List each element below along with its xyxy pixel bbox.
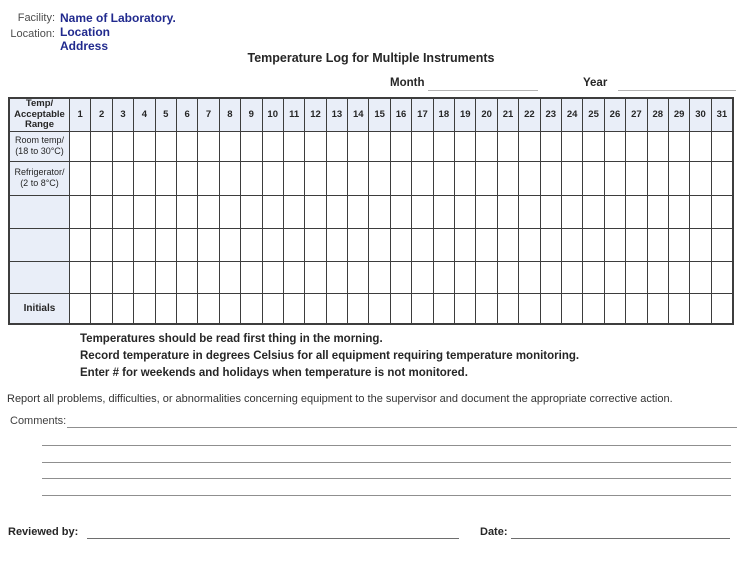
log-cell[interactable] [668, 161, 689, 195]
log-cell[interactable] [497, 161, 518, 195]
log-cell[interactable] [412, 195, 433, 228]
log-cell[interactable] [155, 195, 176, 228]
row-label: Initials [9, 293, 70, 324]
table-row [9, 228, 733, 261]
log-cell[interactable] [390, 293, 411, 324]
log-cell[interactable] [134, 228, 155, 261]
log-cell[interactable] [690, 261, 711, 293]
log-cell[interactable] [561, 293, 582, 324]
row-label [9, 228, 70, 261]
log-cell[interactable] [412, 131, 433, 161]
log-cell[interactable] [348, 261, 369, 293]
log-cell[interactable] [326, 131, 347, 161]
log-cell[interactable] [198, 228, 219, 261]
log-cell[interactable] [91, 261, 112, 293]
log-cell[interactable] [176, 131, 197, 161]
log-cell[interactable] [604, 195, 625, 228]
year-label: Year [583, 77, 608, 89]
log-cell[interactable] [176, 261, 197, 293]
log-cell[interactable] [326, 293, 347, 324]
log-cell[interactable] [326, 261, 347, 293]
log-cell[interactable] [690, 161, 711, 195]
log-cell[interactable] [390, 228, 411, 261]
log-cell[interactable] [348, 161, 369, 195]
log-cell[interactable] [583, 161, 604, 195]
log-cell[interactable] [626, 195, 647, 228]
day-header: 18 [433, 98, 454, 131]
log-cell[interactable] [219, 131, 240, 161]
log-cell[interactable] [70, 261, 91, 293]
log-cell[interactable] [668, 293, 689, 324]
day-header: 29 [668, 98, 689, 131]
log-cell[interactable] [476, 261, 497, 293]
log-cell[interactable] [455, 228, 476, 261]
log-cell[interactable] [497, 195, 518, 228]
log-cell[interactable] [476, 131, 497, 161]
log-cell[interactable] [326, 195, 347, 228]
day-header: 9 [241, 98, 262, 131]
log-cell[interactable] [604, 228, 625, 261]
log-cell[interactable] [70, 195, 91, 228]
log-cell[interactable] [626, 228, 647, 261]
day-header: 2 [91, 98, 112, 131]
log-cell[interactable] [112, 131, 133, 161]
log-cell[interactable] [326, 161, 347, 195]
log-cell[interactable] [112, 195, 133, 228]
log-cell[interactable] [305, 261, 326, 293]
log-cell[interactable] [326, 228, 347, 261]
log-cell[interactable] [262, 131, 283, 161]
day-header: 10 [262, 98, 283, 131]
facility-label: Facility: [17, 12, 55, 24]
log-cell[interactable] [626, 261, 647, 293]
log-cell[interactable] [561, 228, 582, 261]
log-cell[interactable] [497, 228, 518, 261]
log-cell[interactable] [476, 293, 497, 324]
log-cell[interactable] [198, 131, 219, 161]
log-cell[interactable] [305, 161, 326, 195]
log-cell[interactable] [668, 228, 689, 261]
log-cell[interactable] [91, 293, 112, 324]
log-cell[interactable] [647, 293, 668, 324]
report-note: Report all problems, difficulties, or abnormalities concerning equipment to the supervisor and document the appropriate corrective action. [7, 393, 673, 405]
log-cell[interactable] [476, 161, 497, 195]
log-cell[interactable] [283, 161, 304, 195]
log-cell[interactable] [519, 261, 540, 293]
location-label: Location: [10, 28, 55, 40]
day-header: 22 [519, 98, 540, 131]
log-cell[interactable] [540, 293, 561, 324]
log-cell[interactable] [262, 228, 283, 261]
log-cell[interactable] [219, 261, 240, 293]
day-header: 26 [604, 98, 625, 131]
log-cell[interactable] [540, 161, 561, 195]
log-cell[interactable] [412, 161, 433, 195]
log-cell[interactable] [305, 293, 326, 324]
day-header: 13 [326, 98, 347, 131]
row-label: Refrigerator/ (2 to 8°C) [9, 161, 70, 195]
facility-value: Name of Laboratory. [60, 11, 176, 25]
comments-input-line[interactable] [67, 427, 737, 428]
log-cell[interactable] [91, 161, 112, 195]
log-cell[interactable] [690, 293, 711, 324]
log-cell[interactable] [390, 195, 411, 228]
day-header: 4 [134, 98, 155, 131]
comments-extra-line[interactable] [42, 495, 731, 496]
day-header: 7 [198, 98, 219, 131]
log-cell[interactable] [348, 293, 369, 324]
log-cell[interactable] [412, 261, 433, 293]
log-cell[interactable] [219, 228, 240, 261]
corner-header: Temp/ Acceptable Range [9, 98, 70, 131]
log-cell[interactable] [219, 195, 240, 228]
log-cell[interactable] [155, 131, 176, 161]
day-header: 25 [583, 98, 604, 131]
log-cell[interactable] [219, 293, 240, 324]
log-cell[interactable] [455, 261, 476, 293]
log-cell[interactable] [70, 228, 91, 261]
log-cell[interactable] [583, 228, 604, 261]
log-cell[interactable] [455, 195, 476, 228]
log-cell[interactable] [198, 261, 219, 293]
log-cell[interactable] [540, 195, 561, 228]
row-label [9, 261, 70, 293]
log-cell[interactable] [711, 161, 733, 195]
log-cell[interactable] [711, 261, 733, 293]
log-cell[interactable] [647, 131, 668, 161]
log-cell[interactable] [176, 228, 197, 261]
log-cell[interactable] [70, 293, 91, 324]
log-cell[interactable] [711, 228, 733, 261]
log-cell[interactable] [198, 161, 219, 195]
log-cell[interactable] [455, 293, 476, 324]
log-cell[interactable] [112, 161, 133, 195]
log-cell[interactable] [348, 131, 369, 161]
log-cell[interactable] [70, 161, 91, 195]
comments-extra-line[interactable] [42, 445, 731, 446]
day-header: 27 [626, 98, 647, 131]
log-cell[interactable] [369, 293, 390, 324]
log-cell[interactable] [412, 228, 433, 261]
log-cell[interactable] [369, 131, 390, 161]
log-cell[interactable] [348, 195, 369, 228]
log-cell[interactable] [305, 228, 326, 261]
log-cell[interactable] [155, 293, 176, 324]
log-cell[interactable] [241, 195, 262, 228]
log-cell[interactable] [390, 161, 411, 195]
log-cell[interactable] [561, 261, 582, 293]
day-header: 8 [219, 98, 240, 131]
day-header: 5 [155, 98, 176, 131]
log-cell[interactable] [519, 228, 540, 261]
log-cell[interactable] [433, 195, 454, 228]
log-cell[interactable] [583, 293, 604, 324]
log-cell[interactable] [604, 261, 625, 293]
log-cell[interactable] [390, 131, 411, 161]
log-cell[interactable] [433, 131, 454, 161]
log-cell[interactable] [690, 131, 711, 161]
log-cell[interactable] [134, 161, 155, 195]
comments-extra-line[interactable] [42, 478, 731, 479]
log-cell[interactable] [112, 293, 133, 324]
temperature-log-table [8, 97, 734, 325]
log-cell[interactable] [283, 131, 304, 161]
table-header-row [9, 98, 733, 131]
day-header: 23 [540, 98, 561, 131]
table-row [9, 261, 733, 293]
log-cell[interactable] [91, 131, 112, 161]
instruction-line: Enter # for weekends and holidays when temperature is not monitored. [80, 367, 468, 379]
log-cell[interactable] [476, 195, 497, 228]
log-cell[interactable] [519, 293, 540, 324]
day-header: 30 [690, 98, 711, 131]
day-header: 3 [112, 98, 133, 131]
log-cell[interactable] [433, 161, 454, 195]
day-header: 11 [283, 98, 304, 131]
log-cell[interactable] [369, 195, 390, 228]
log-cell[interactable] [647, 228, 668, 261]
log-cell[interactable] [626, 161, 647, 195]
log-cell[interactable] [561, 161, 582, 195]
log-cell[interactable] [91, 195, 112, 228]
log-cell[interactable] [583, 261, 604, 293]
location-value-line1: Location [60, 25, 110, 39]
log-cell[interactable] [283, 228, 304, 261]
date-label: Date: [480, 526, 508, 538]
day-header: 19 [455, 98, 476, 131]
day-header: 6 [176, 98, 197, 131]
day-header: 1 [70, 98, 91, 131]
day-header: 31 [711, 98, 733, 131]
day-header: 28 [647, 98, 668, 131]
comments-extra-line[interactable] [42, 462, 731, 463]
log-cell[interactable] [540, 261, 561, 293]
log-cell[interactable] [369, 161, 390, 195]
log-cell[interactable] [112, 261, 133, 293]
log-cell[interactable] [433, 228, 454, 261]
log-cell[interactable] [262, 161, 283, 195]
log-cell[interactable] [262, 195, 283, 228]
log-cell[interactable] [155, 161, 176, 195]
log-cell[interactable] [519, 131, 540, 161]
location-value-line2: Address [60, 39, 109, 53]
reviewed-by-input-line[interactable] [87, 538, 459, 539]
log-cell[interactable] [668, 195, 689, 228]
log-cell[interactable] [455, 161, 476, 195]
table-row [9, 293, 733, 324]
reviewed-by-label: Reviewed by: [8, 526, 79, 538]
month-input-line[interactable] [428, 90, 538, 91]
row-label [9, 195, 70, 228]
log-cell[interactable] [583, 195, 604, 228]
log-cell[interactable] [155, 261, 176, 293]
row-label: Room temp/ (18 to 30°C) [9, 131, 70, 161]
log-cell[interactable] [262, 261, 283, 293]
month-label: Month [390, 77, 425, 89]
day-header: 24 [561, 98, 582, 131]
log-cell[interactable] [497, 131, 518, 161]
log-cell[interactable] [561, 131, 582, 161]
log-cell[interactable] [626, 293, 647, 324]
log-cell[interactable] [647, 195, 668, 228]
log-cell[interactable] [519, 195, 540, 228]
log-cell[interactable] [519, 161, 540, 195]
log-cell[interactable] [583, 131, 604, 161]
log-cell[interactable] [711, 131, 733, 161]
log-cell[interactable] [305, 195, 326, 228]
day-header: 14 [348, 98, 369, 131]
log-cell[interactable] [369, 228, 390, 261]
log-cell[interactable] [455, 131, 476, 161]
log-cell[interactable] [70, 131, 91, 161]
instructions-block [80, 331, 579, 382]
log-cell[interactable] [348, 228, 369, 261]
log-cell[interactable] [283, 261, 304, 293]
log-cell[interactable] [198, 195, 219, 228]
log-cell[interactable] [540, 228, 561, 261]
log-cell[interactable] [91, 228, 112, 261]
log-cell[interactable] [241, 293, 262, 324]
log-cell[interactable] [283, 293, 304, 324]
instruction-line: Temperatures should be read first thing in the morning. [80, 333, 383, 345]
log-cell[interactable] [390, 261, 411, 293]
log-cell[interactable] [668, 261, 689, 293]
day-header: 15 [369, 98, 390, 131]
log-cell[interactable] [241, 131, 262, 161]
log-cell[interactable] [604, 293, 625, 324]
log-cell[interactable] [647, 161, 668, 195]
year-input-line[interactable] [618, 90, 736, 91]
day-header: 17 [412, 98, 433, 131]
log-cell[interactable] [647, 261, 668, 293]
log-cell[interactable] [604, 161, 625, 195]
log-cell[interactable] [369, 261, 390, 293]
table-row [9, 131, 733, 161]
log-cell[interactable] [668, 131, 689, 161]
log-cell[interactable] [112, 228, 133, 261]
log-cell[interactable] [690, 195, 711, 228]
log-cell[interactable] [134, 131, 155, 161]
day-header: 20 [476, 98, 497, 131]
day-header: 21 [497, 98, 518, 131]
day-header: 16 [390, 98, 411, 131]
log-cell[interactable] [433, 293, 454, 324]
log-cell[interactable] [626, 131, 647, 161]
log-cell[interactable] [561, 195, 582, 228]
log-cell[interactable] [497, 261, 518, 293]
log-cell[interactable] [134, 293, 155, 324]
log-cell[interactable] [198, 293, 219, 324]
comments-label: Comments: [10, 415, 67, 427]
log-cell[interactable] [476, 228, 497, 261]
log-cell[interactable] [134, 195, 155, 228]
log-cell[interactable] [176, 161, 197, 195]
page-title: Temperature Log for Multiple Instruments [247, 51, 495, 65]
log-cell[interactable] [155, 228, 176, 261]
log-cell[interactable] [241, 161, 262, 195]
table-row [9, 195, 733, 228]
log-cell[interactable] [690, 228, 711, 261]
log-cell[interactable] [176, 293, 197, 324]
log-cell[interactable] [241, 261, 262, 293]
log-cell[interactable] [176, 195, 197, 228]
log-cell[interactable] [262, 293, 283, 324]
log-cell[interactable] [433, 261, 454, 293]
log-cell[interactable] [283, 195, 304, 228]
log-cell[interactable] [711, 195, 733, 228]
log-cell[interactable] [540, 131, 561, 161]
table-row [9, 161, 733, 195]
log-cell[interactable] [241, 228, 262, 261]
log-cell[interactable] [305, 131, 326, 161]
date-input-line[interactable] [511, 538, 730, 539]
log-cell[interactable] [497, 293, 518, 324]
log-cell[interactable] [711, 293, 733, 324]
log-cell[interactable] [412, 293, 433, 324]
day-header: 12 [305, 98, 326, 131]
log-cell[interactable] [219, 161, 240, 195]
log-cell[interactable] [604, 131, 625, 161]
log-cell[interactable] [134, 261, 155, 293]
instruction-line: Record temperature in degrees Celsius for all equipment requiring temperature monitoring. [80, 350, 580, 362]
